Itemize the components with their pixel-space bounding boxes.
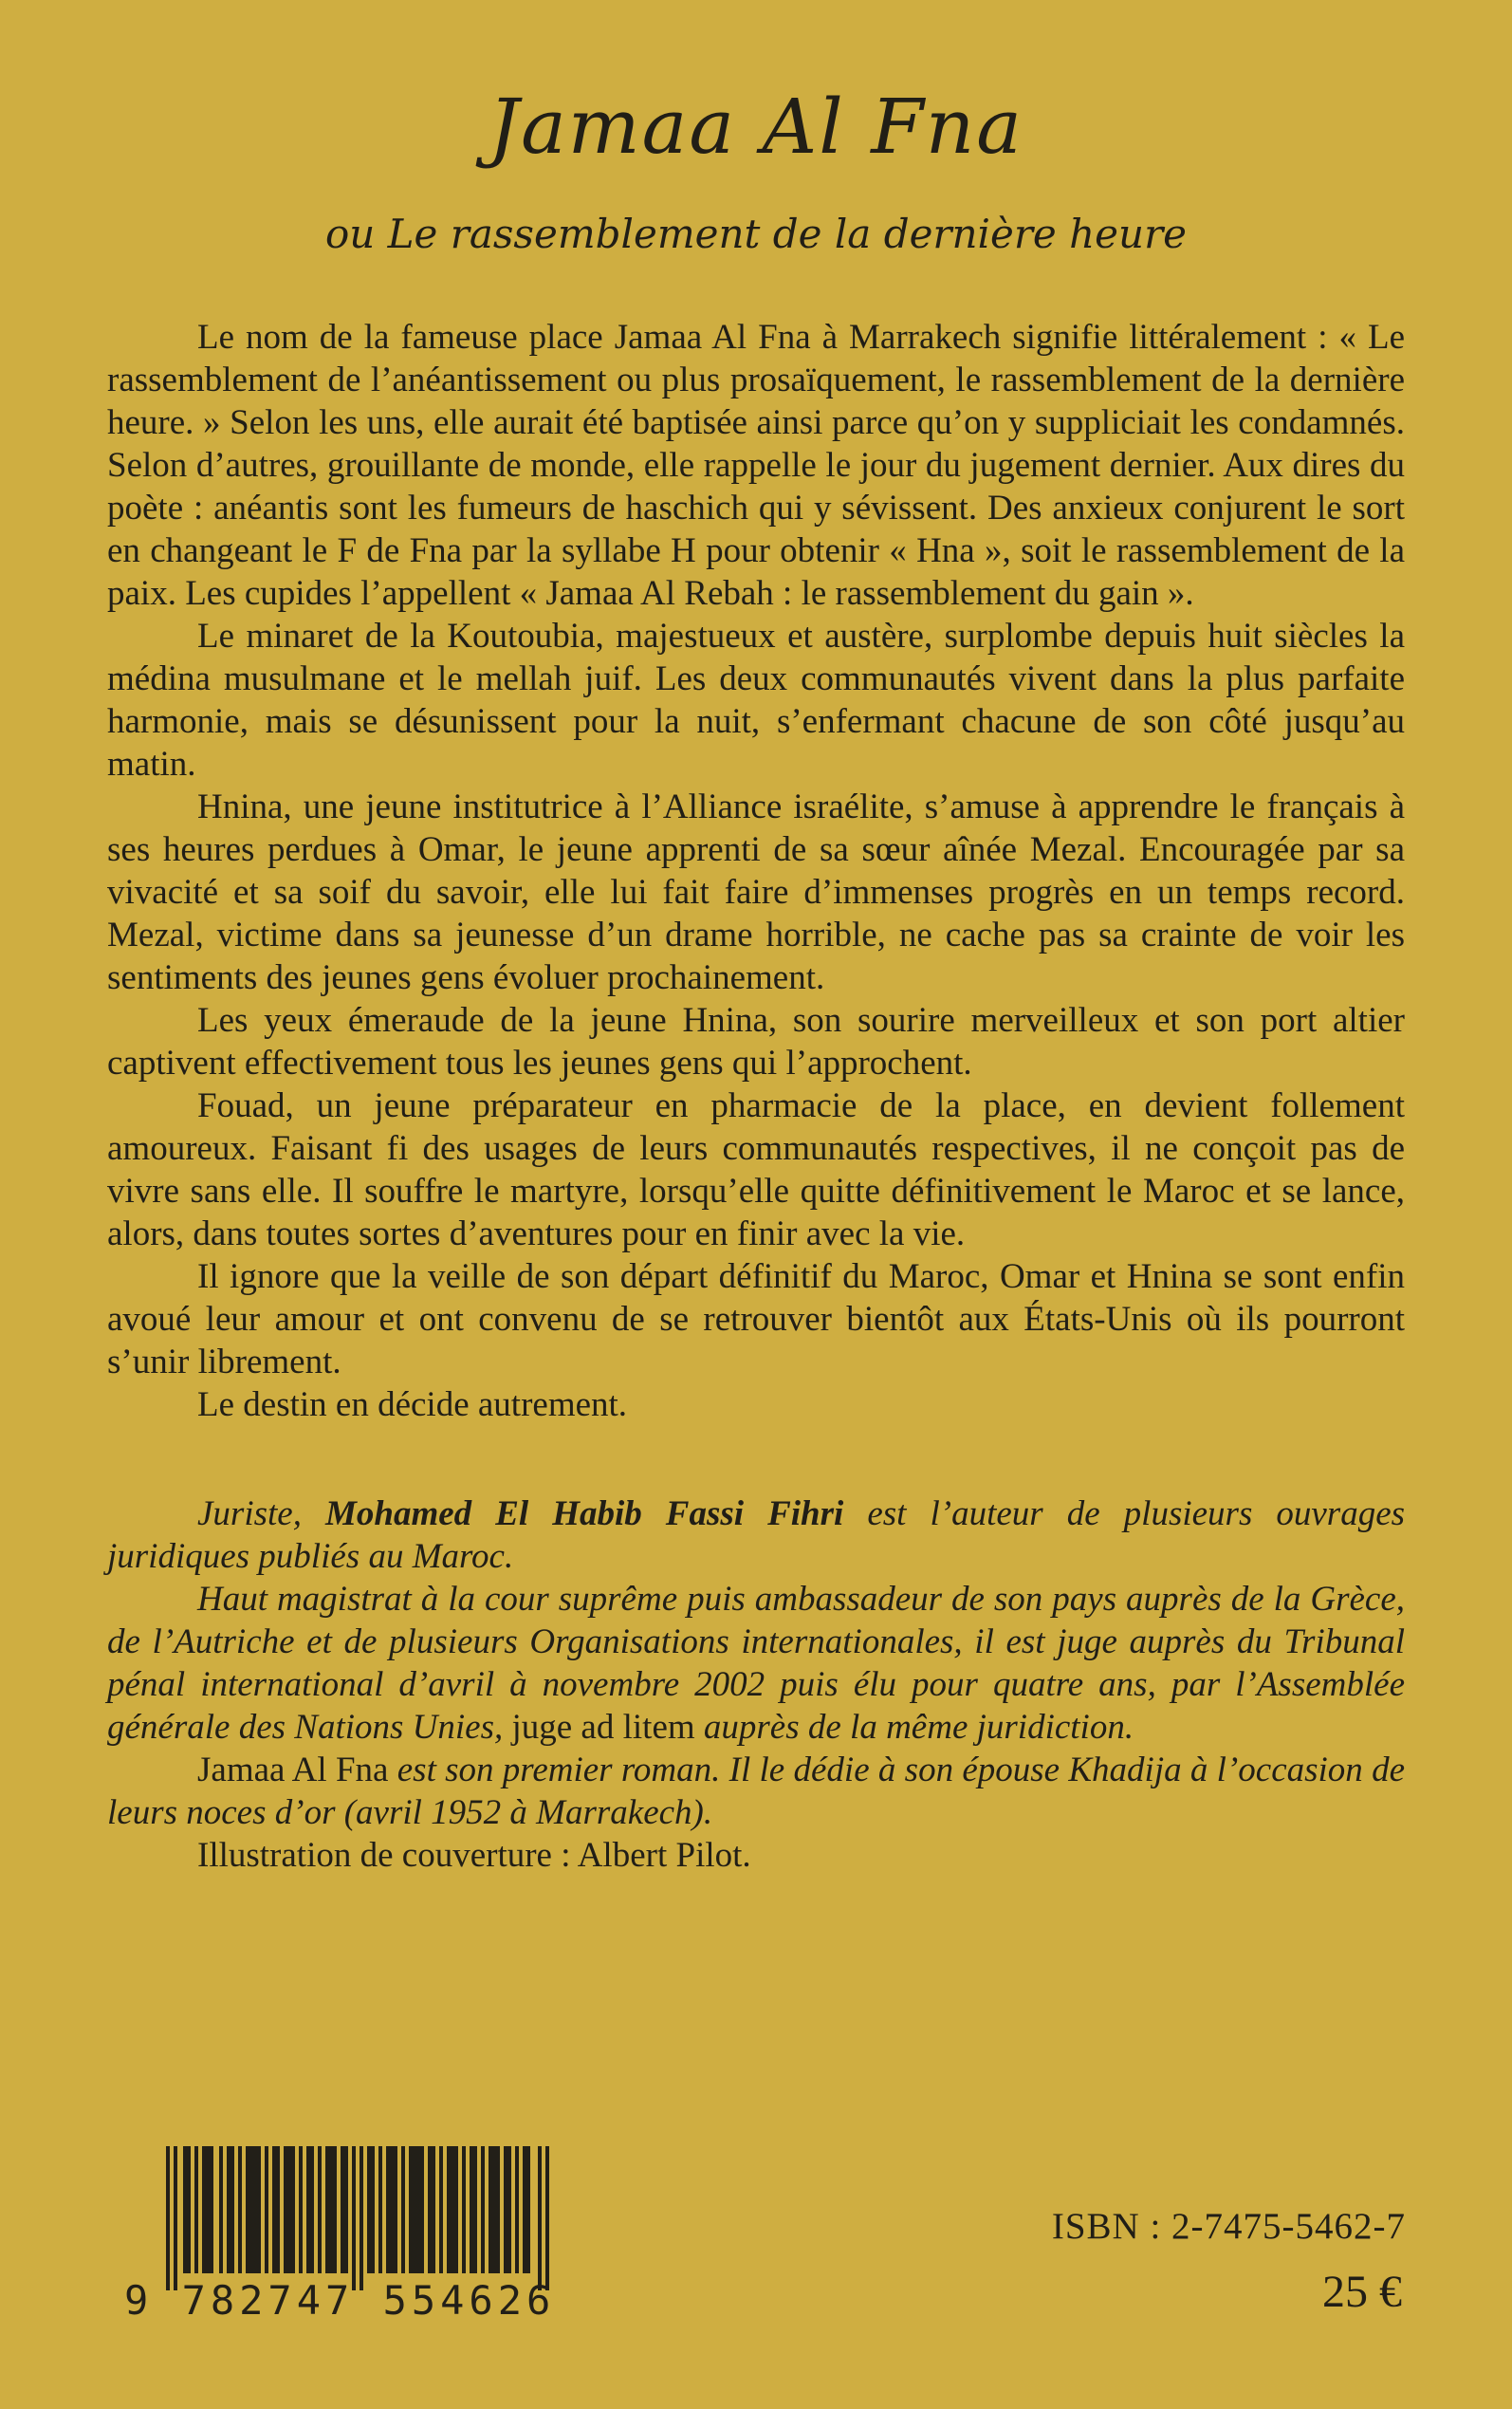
- synopsis-paragraph: Le nom de la fameuse place Jamaa Al Fna à Marrakech signifie littéralement : « Le rassemblement de l’anéantissement ou plus prosaïquement, le rassemblement de la dernière heure. » Selon les uns, elle aurait été baptisée ainsi parce qu’on y suppliciait les condamnés. Selon d’autres, grouillante de monde, elle rappelle le jour du jugement dernier. Aux dires du poète : anéantis sont les fumeurs de haschich qui y sévissent. Des anxieux conjurent le sort en changeant le F de Fna par la syllabe H pour obtenir « Hna », soit le rassemblement de la paix. Les cupides l’appellent « Jamaa Al Rebah : le rassemblement du gain ».: [107, 318, 1405, 613]
- barcode-bars-icon: [166, 2146, 551, 2290]
- bio-text: Jamaa Al Fna: [197, 1751, 397, 1789]
- bio-paragraph: [107, 1749, 1405, 1834]
- book-title: Jamaa Al Fna: [489, 83, 1023, 171]
- bio-paragraph: [107, 1578, 1405, 1749]
- synopsis-paragraph: Fouad, un jeune préparateur en pharmacie de la place, en devient follement amoureux. Faisant fi des usages de leurs communautés respectives, il ne conçoit pas de vivre sans elle. Il souffre le martyre, lorsqu’elle quitte définitivement le Maroc et se lance, alors, dans toutes sortes d’aventures pour en finir avec la vie.: [107, 1086, 1405, 1253]
- bio-paragraph: [107, 1492, 1405, 1578]
- synopsis-paragraph: Le destin en décide autrement.: [197, 1385, 628, 1424]
- synopsis-paragraph: Le minaret de la Koutoubia, majestueux et austère, surplombe depuis huit siècles la médina musulmane et le mellah juif. Les deux communautés vivent dans la plus parfaite harmonie, mais se désunissent pour la nuit, s’enfermant chacune de son côté jusqu’au matin.: [107, 617, 1405, 784]
- bio-text: Haut magistrat à la cour suprême puis ambassadeur de son pays auprès de la Grèce, de l’Autriche et de plusieurs Organisations internationales, il est juge auprès du Tribunal pénal international d’avril à novembre 2002 puis élu pour quatre ans, par l’Assemblée générale des Nations Unies,: [107, 1580, 1405, 1747]
- author-name: Mohamed El Habib Fassi Fihri: [325, 1494, 844, 1533]
- bio-text: juge ad litem: [511, 1708, 704, 1747]
- synopsis-paragraph: Hnina, une jeune institutrice à l’Alliance israélite, s’amuse à apprendre le français à ses heures perdues à Omar, le jeune apprenti de sa sœur aînée Mezal. Encouragée par sa vivacité et sa soif du savoir, elle lui fait faire d’immenses progrès en un temps record. Mezal, victime dans sa jeunesse d’un drame horrible, ne cache pas sa crainte de voir les sentiments des jeunes gens évoluer prochainement.: [107, 788, 1405, 997]
- synopsis-paragraph: Les yeux émeraude de la jeune Hnina, son sourire merveilleux et son port altier captivent effectivement tous les jeunes gens qui l’approchent.: [107, 1001, 1405, 1083]
- bio-text: Juriste,: [197, 1494, 325, 1533]
- barcode-number: 9 782747 554626: [124, 2277, 556, 2324]
- back-cover-text: [107, 316, 1405, 1877]
- book-subtitle: ou Le rassemblement de la dernière heure: [324, 211, 1188, 257]
- synopsis-paragraph: Il ignore que la veille de son départ définitif du Maroc, Omar et Hnina se sont enfin avoué leur amour et ont convenu de se retrouver bientôt aux États-Unis où ils pourront s’unir librement.: [107, 1257, 1405, 1381]
- bio-text: auprès de la même juridiction.: [703, 1708, 1134, 1747]
- illustration-credit: Illustration de couverture : Albert Pilot.: [197, 1836, 751, 1875]
- price: 25 €: [1322, 2267, 1402, 2317]
- ean13-barcode: [124, 2146, 655, 2331]
- isbn-number: ISBN : 2-7475-5462-7: [1051, 2206, 1406, 2247]
- bio-text: est son premier roman. Il le dédie à son épouse Khadija à l’occasion de leurs noces d’or (avril 1952 à Marrakech).: [107, 1751, 1406, 1832]
- author-bio: [107, 1492, 1405, 1834]
- bio-text: est l’auteur de plusieurs ouvrages juridiques publiés au Maroc.: [107, 1494, 1406, 1576]
